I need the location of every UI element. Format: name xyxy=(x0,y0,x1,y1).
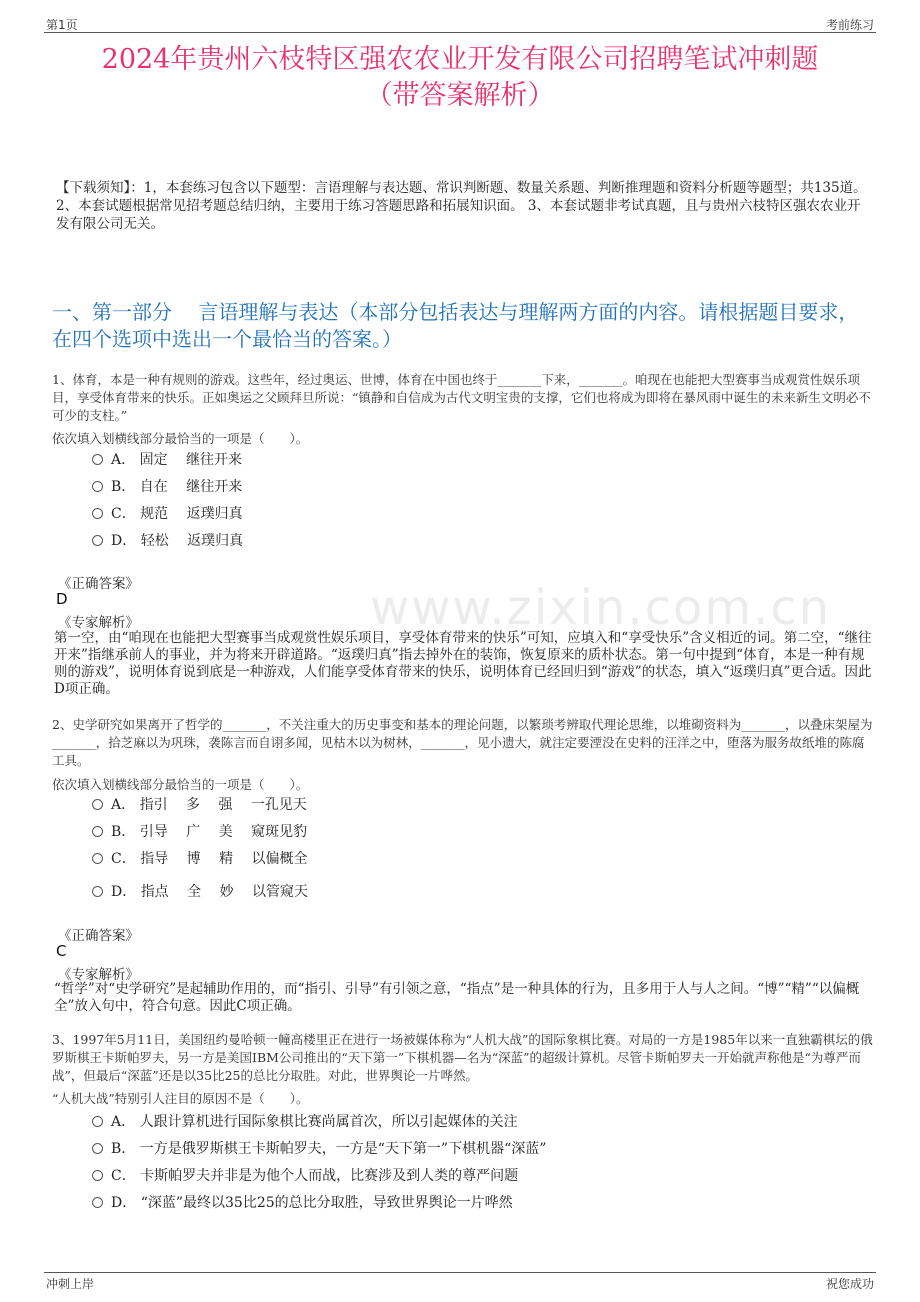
q1-analysis: 第一空，由“咱现在也能把大型赛事当成观赏性娱乐项目，享受体育带来的快乐”可知，应填入和“享受快乐”含义相近的词。第二空，“继往开来”指继承前人的事业，并为将来开辟道路。“返璞归真”指去掉外在的装饰，恢复原来的质朴状态。第一句中提到“体育，本是一种有规则的游戏”，说明体育说到底是一种游戏，人们能享受体育带来的快乐，说明体育已经回归到“游戏”的状态，填入“返璞归真”更合适。因此D项正确。 xyxy=(54,630,872,697)
radio-icon[interactable] xyxy=(92,1170,103,1181)
q1-option-a[interactable]: A． 固定 继往开来 xyxy=(92,450,242,470)
question-1-prompt: 依次填入划横线部分最恰当的一项是（ ）。 xyxy=(52,431,309,446)
q3-option-a[interactable]: A． 人跟计算机进行国际象棋比赛尚属首次，所以引起媒体的关注 xyxy=(92,1112,518,1132)
q2-answer-label: 《正确答案》 xyxy=(58,928,139,944)
header-right-label: 考前练习 xyxy=(825,18,874,32)
title-line-1: 2024年贵州六枝特区强农农业开发有限公司招聘笔试冲刺题 xyxy=(101,44,819,75)
question-2-text: 2、史学研究如果离开了哲学的_______，不关注重大的历史事变和基本的理论问题，以繁琐考辨取代理论思维，以堆砌资料为_______，以叠床架屋为_______，拾芝麻以为巩珠，袭陈言而自诩多闻，见枯木以为树林，_______，见小遗大，就注定要湮没在史料的汪洋之中，堕落为服务故纸堆的陈腐工具。 xyxy=(52,717,873,768)
q2-analysis-label: 《专家解析》 xyxy=(58,967,139,983)
footer-right-label: 祝您成功 xyxy=(825,1277,874,1291)
q2-analysis: “哲学”对“史学研究”是起辅助作用的，而“指引、引导”有引领之意，“指点”是一种具体的行为，且多用于人与人之间。“博”“精”“以偏概全”放入句中，符合句意。因此C项正确。 xyxy=(54,981,860,1014)
section-heading: 一、第一部分 言语理解与表达（本部分包括表达与理解两方面的内容。请根据题目要求，在四个选项中选出一个最恰当的答案。） xyxy=(52,300,859,351)
download-notice: 【下载须知】：1，本套练习包含以下题型：言语理解与表达题、常识判断题、数量关系题、判断推理题和资料分析题等题型；共135道。 2、本套试题根据常见招考题总结归纳，主要用于练习答题思路和拓展知识面。 3、本套试题非考试真题，且与贵州六枝特区强农农业开发有限公司无关。 xyxy=(56,180,867,232)
q3-option-d[interactable]: D． “深蓝”最终以35比25的总比分取胜，导致世界舆论一片哗然 xyxy=(92,1193,513,1213)
q3-option-b[interactable]: B． 一方是俄罗斯棋王卡斯帕罗夫，一方是“天下第一”下棋机器“深蓝” xyxy=(92,1139,546,1159)
radio-icon[interactable] xyxy=(92,1197,103,1208)
question-1-text: 1、体育，本是一种有规则的游戏。这些年，经过奥运、世博，体育在中国也终于_______下来，_______。咱现在也能把大型赛事当成观赏性娱乐项目，享受体育带来的快乐。正如奥运之父顾拜旦所说：“镇静和自信成为古代文明宝贵的支撑，它们也将成为即将在暴风雨中诞生的未来新生文明必不可少的支柱。” xyxy=(52,372,871,423)
q1-answer: D xyxy=(56,590,68,608)
footer-left-label: 冲刺上岸 xyxy=(46,1277,95,1291)
radio-icon[interactable] xyxy=(92,826,103,837)
radio-icon[interactable] xyxy=(92,1143,103,1154)
page-header xyxy=(44,14,876,33)
q2-answer: C xyxy=(56,942,67,960)
q3-option-c[interactable]: C． 卡斯帕罗夫并非是为他个人而战，比赛涉及到人类的尊严问题 xyxy=(92,1166,518,1186)
q2-option-c[interactable]: C． 指导 博 精 以偏概全 xyxy=(92,849,308,869)
title-line-2: （带答案解析） xyxy=(365,80,555,111)
q2-option-a[interactable]: A． 指引 多 强 一孔见天 xyxy=(92,795,307,815)
radio-icon[interactable] xyxy=(92,481,103,492)
q1-option-c[interactable]: C． 规范 返璞归真 xyxy=(92,504,243,524)
radio-icon[interactable] xyxy=(92,454,103,465)
q2-option-d[interactable]: D． 指点 全 妙 以管窥天 xyxy=(92,882,308,902)
q1-option-b[interactable]: B． 自在 继往开来 xyxy=(92,477,242,497)
page-footer xyxy=(44,1272,876,1292)
q1-answer-label: 《正确答案》 xyxy=(58,576,139,592)
page-number: 第1页 xyxy=(46,18,78,32)
radio-icon[interactable] xyxy=(92,1116,103,1127)
radio-icon[interactable] xyxy=(92,508,103,519)
watermark: www.zixin.com.cn xyxy=(370,580,832,636)
question-2-prompt: 依次填入划横线部分最恰当的一项是（ ）。 xyxy=(52,777,309,792)
q1-option-d[interactable]: D． 轻松 返璞归真 xyxy=(92,531,243,551)
radio-icon[interactable] xyxy=(92,799,103,810)
radio-icon[interactable] xyxy=(92,886,103,897)
question-3-text: 3、1997年5月11日，美国纽约曼哈顿一幢高楼里正在进行一场被媒体称为“人机大战”的国际象棋比赛。对局的一方是1985年以来一直独霸棋坛的俄罗斯棋王卡斯帕罗夫，另一方是美国IBM公司推出的“天下第一”下棋机器—名为“深蓝”的超级计算机。尽管卡斯帕罗夫一开始就声称他是“为尊严而战”，但最后“深蓝”还是以35比25的总比分取胜。对此，世界舆论一片哗然。 xyxy=(52,1032,873,1083)
q2-option-b[interactable]: B． 引导 广 美 窥斑见豹 xyxy=(92,822,307,842)
radio-icon[interactable] xyxy=(92,853,103,864)
radio-icon[interactable] xyxy=(92,535,103,546)
document-title xyxy=(40,42,880,114)
q1-analysis-label: 《专家解析》 xyxy=(58,615,139,631)
question-3-prompt: “人机大战”特别引人注目的原因不是（ ）。 xyxy=(52,1091,309,1106)
